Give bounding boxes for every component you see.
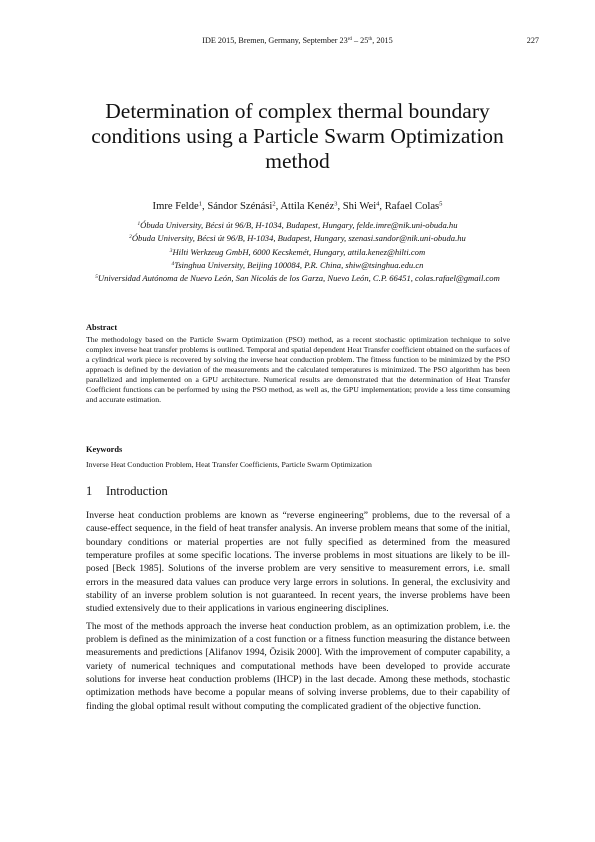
affiliation-text: Óbuda University, Bécsi út 96/B, H-1034, Budapest, Hungary, szenasi.sandor@nik.uni-obuda.hu [131, 233, 466, 244]
venue-sup: th [368, 36, 373, 43]
author [343, 201, 385, 212]
conference-line [0, 36, 595, 46]
author-name: Shi Wei [342, 201, 377, 212]
affiliation-sup: 2 [129, 234, 132, 241]
author-sup: 1 [198, 200, 203, 208]
affiliation [70, 272, 525, 285]
author-sup: 3 [334, 200, 338, 208]
affiliation [70, 259, 525, 272]
page-number: 227 [526, 36, 539, 45]
venue-text: IDE 2015, Bremen, Germany, September 23 [202, 36, 348, 45]
author [153, 201, 208, 212]
author [280, 201, 342, 212]
author-name: Imre Felde [152, 201, 199, 212]
affiliation-text: Óbuda University, Bécsi út 96/B, H-1034, Budapest, Hungary, felde.imre@nik.uni-obuda.hu [140, 220, 458, 230]
affiliation-text: Tsinghua University, Beijing 100084, P.R. China, shiw@tsinghua.edu.cn [174, 259, 424, 270]
paper-title: Determination of complex thermal boundary conditions using a Particle Swarm Optimization method [91, 99, 504, 173]
keywords-heading: Keywords [86, 445, 123, 454]
author-sep: , [379, 201, 385, 212]
venue-sup: rd [347, 36, 352, 43]
author [385, 201, 443, 212]
author-sup: 2 [272, 200, 276, 208]
affiliation-text: Hilti Werkzeug GmbH, 6000 Kecskemét, Hungary, attila.kenez@hilti.com [172, 246, 426, 257]
affiliation [70, 246, 525, 259]
abstract-text: The methodology based on the Particle Swarm Optimization (PSO) method, as a recent stochastic optimization technique to solve complex inverse heat transfer problems is outlined. Temporal and spatial dependent Heat Transfer coefficient obtained on the surfaces of a cylindrical work piece is recovered by solving the inverse heat conduction problem. The fitness function to be minimized by the PSO approach is defined by the deviation of the measurements and the calculated temperatures is minimized. The PSO algorithm has been parallelized and implemented on a GPU architecture. Numerical results are demonstrated that the determination of Heat Transfer Coefficient functions can be performed by using the PSO method, as well as, the GPU implementation; provide a less time consuming and accurate estimation. [86, 335, 510, 404]
author-sup: 4 [376, 200, 380, 208]
section-heading [86, 484, 510, 499]
affiliation [70, 232, 525, 245]
author-sep: , [337, 201, 343, 212]
author-name: Rafael Colas [384, 201, 440, 212]
author-list [60, 200, 535, 213]
affiliation [70, 219, 525, 232]
author-name: Sándor Szénási [207, 201, 273, 212]
affiliation-sup: 5 [95, 274, 98, 281]
author [207, 201, 280, 212]
venue-text: – 25 [351, 36, 369, 45]
author-sup: 5 [439, 200, 443, 208]
affiliation-sup: 3 [169, 247, 173, 254]
section-body [86, 509, 510, 717]
affiliation-sup: 4 [171, 260, 175, 267]
affiliation-text: Universidad Autónoma de Nuevo León, San Nicolás de los Garza, Nuevo León, C.P. 66451, colas.rafael@gmail.com [97, 273, 500, 284]
keywords-text: Inverse Heat Conduction Problem, Heat Transfer Coefficients, Particle Swarm Optimization [86, 460, 372, 469]
body-paragraph: Inverse heat conduction problems are known as “reverse engineering” problems, due to the reversal of a cause-effect sequence, in the field of heat transfer analysis. An inverse problem means that some of the initial, boundary conditions or material properties are not fully specified as determined from the measured temperature profiles at some specific locations. The inverse problems in most situations are likely to be ill-posed [Beck 1985]. Solutions of the inverse problem are very sensitive to measurement errors, i.e. small errors in the measured data values can produce very large errors in solutions. In general, the exclusivity and stability of an inverse problem solution is not guaranteed. In recent years, the inverse problems have been studied extensively due to their applications in various engineering disciplines. [86, 510, 510, 615]
section-number: 1 [86, 484, 93, 498]
affiliation-sup: 1 [137, 221, 141, 228]
author-name: Attila Kenéz [280, 201, 335, 212]
venue-text: , 2015 [372, 36, 393, 45]
abstract-heading: Abstract [86, 323, 118, 332]
author-sep: , [202, 201, 208, 212]
body-paragraph: The most of the methods approach the inverse heat conduction problem, as an optimization problem, i.e. the problem is defined as the minimization of a cost function or a fitness function measuring the distance between measurements and predictions [Alifanov 1994, Özisik 2000]. With the improvement of computer capability, a variety of numerical techniques and computational methods have been developed to provide accurate solutions for inverse heat conduction problems (IHCP) in the last decade. Among these methods, stochastic optimization methods have become a popular means of solving inverse problems, due to their capability of finding the global optimal result without computing the complicated gradient of the objective function. [86, 620, 510, 712]
author-sep: , [275, 201, 281, 212]
section-title: Introduction [106, 484, 168, 498]
affiliation-list [70, 219, 525, 285]
